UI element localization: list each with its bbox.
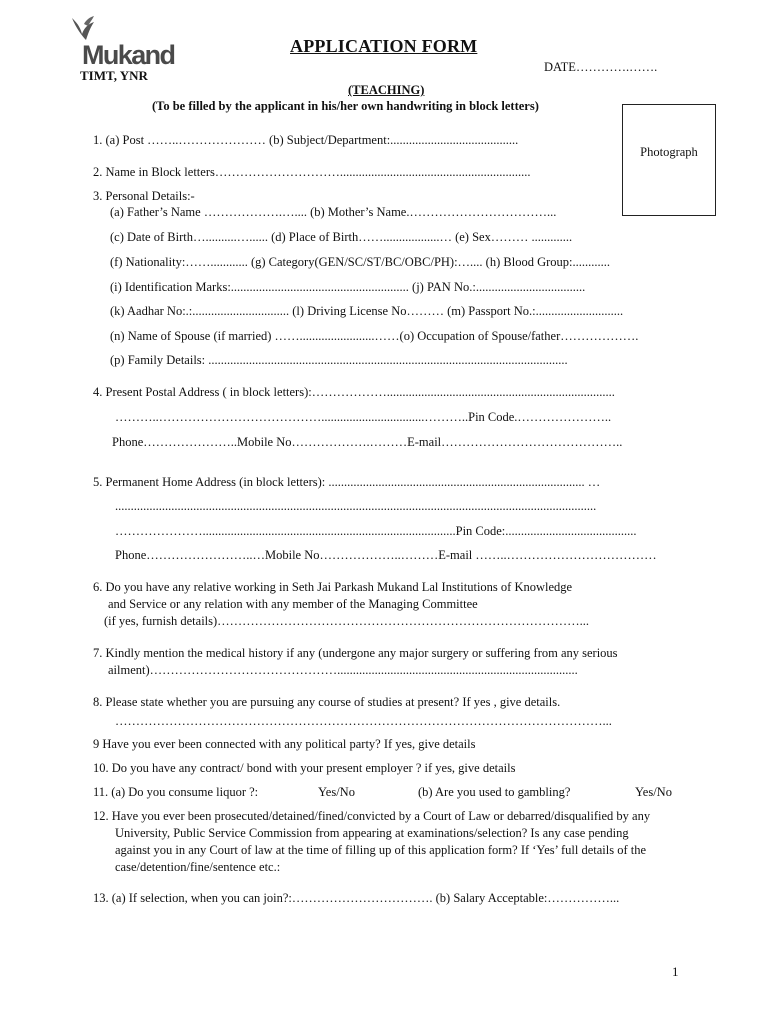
page-number: 1	[672, 964, 679, 979]
relative-details-field[interactable]: (if yes, furnish details)……………………………………………………………………………...	[104, 614, 590, 628]
form-subtitle: (TEACHING)	[348, 83, 425, 97]
contract-bond-question: 10. Do you have any contract/ bond with your present employer ? if yes, give details	[93, 761, 516, 775]
spouse-field[interactable]: (n) Name of Spouse (if married) ……........................……(o) Occupation of Spouse/father……………….	[110, 329, 639, 343]
family-details-field[interactable]: (p) Family Details: ...................................................................................................................	[110, 353, 568, 367]
permanent-contact-field[interactable]: Phone……………………..…Mobile No………………..………E-mail ……..………………………………	[115, 548, 657, 562]
photograph-box[interactable]	[622, 104, 716, 216]
institution-name: TIMT, YNR	[80, 68, 148, 83]
medical-history-question: 7. Kindly mention the medical history if any (undergone any major surgery or suffering from any serious	[93, 646, 618, 660]
relative-question: 6. Do you have any relative working in Seth Jai Parkash Mukand Lal Institutions of Knowledge	[93, 580, 573, 594]
political-party-question: 9 Have you ever been connected with any political party? If yes, give details	[93, 737, 476, 751]
aadhar-license-passport-field[interactable]: (k) Aadhar No:.:............................... (l) Driving License No……… (m) Passport No.:............................	[110, 304, 624, 318]
present-address-field[interactable]: 4. Present Postal Address ( in block letters):……………….........................................................................	[93, 385, 615, 399]
gambling-yes-no[interactable]: Yes/No	[635, 785, 672, 799]
prosecution-question-3: against you in any Court of law at the time of filling up of this application form? If ‘Yes’ full details of the	[115, 843, 647, 857]
prosecution-details-field[interactable]: case/detention/fine/sentence etc.:	[115, 860, 281, 874]
mukand-logo	[66, 14, 175, 70]
logo-wordmark: Mukand	[82, 40, 175, 70]
date-field[interactable]: DATE………….…….	[544, 60, 658, 74]
present-address-pincode[interactable]: ………..………………………………….................................………..Pin Code.…………………..	[115, 410, 612, 424]
prosecution-question-2: University, Public Service Commission from appearing at examinations/selection? Is any case pending	[115, 826, 629, 840]
permanent-address-field[interactable]: 5. Permanent Home Address (in block letters): .................................................................................. …	[93, 475, 601, 489]
personal-details-heading: 3. Personal Details:-	[93, 189, 195, 203]
liquor-question: 11. (a) Do you consume liquor ?:	[93, 785, 259, 799]
joining-salary-field[interactable]: 13. (a) If selection, when you can join?:……………………………. (b) Salary Acceptable:……………...	[93, 891, 620, 905]
name-field[interactable]: 2. Name in Block letters………………………….............................................................	[93, 165, 531, 179]
nationality-category-field[interactable]: (f) Nationality:……............ (g) Category(GEN/SC/ST/BC/OBC/PH):….... (h) Blood Group:............	[110, 255, 610, 269]
liquor-yes-no[interactable]: Yes/No	[318, 785, 355, 799]
post-subject-field[interactable]: 1. (a) Post ……..………………… (b) Subject/Department:.........................................	[93, 133, 519, 147]
identification-pan-field[interactable]: (i) Identification Marks:......................................................... (j) PAN No.:...................................	[110, 280, 586, 294]
present-contact-field[interactable]: Phone…………………..Mobile No……………….………E-mail……………………………………..	[112, 435, 623, 449]
form-instruction: (To be filled by the applicant in his/her own handwriting in block letters)	[152, 99, 539, 113]
studies-details-field[interactable]: ………………………………………………………………………………………………………...	[115, 714, 612, 728]
birth-sex-field[interactable]: (c) Date of Birth…..........…...... (d) Place of Birth……..................… (e) Sex……… .............	[110, 230, 573, 244]
permanent-address-line[interactable]: ..........................................................................................................................................................	[115, 499, 597, 513]
photograph-label: Photograph	[640, 145, 698, 159]
relative-question-cont: and Service or any relation with any member of the Managing Committee	[108, 597, 478, 611]
permanent-address-pincode[interactable]: ………………….................................................................................Pin Code:..........................................	[115, 524, 637, 538]
page-title: APPLICATION FORM	[290, 36, 478, 56]
prosecution-question: 12. Have you ever been prosecuted/detained/fined/convicted by a Court of Law or debarred/disqualified by any	[93, 809, 651, 823]
parents-name-field[interactable]: (a) Father’s Name ……………….….... (b) Mother’s Name.……………………………...	[110, 205, 557, 219]
gambling-question: (b) Are you used to gambling?	[418, 785, 571, 799]
medical-history-field[interactable]: ailment)……………………………………….............................................................................	[108, 663, 578, 677]
studies-question: 8. Please state whether you are pursuing any course of studies at present? If yes , give details.	[93, 695, 561, 709]
